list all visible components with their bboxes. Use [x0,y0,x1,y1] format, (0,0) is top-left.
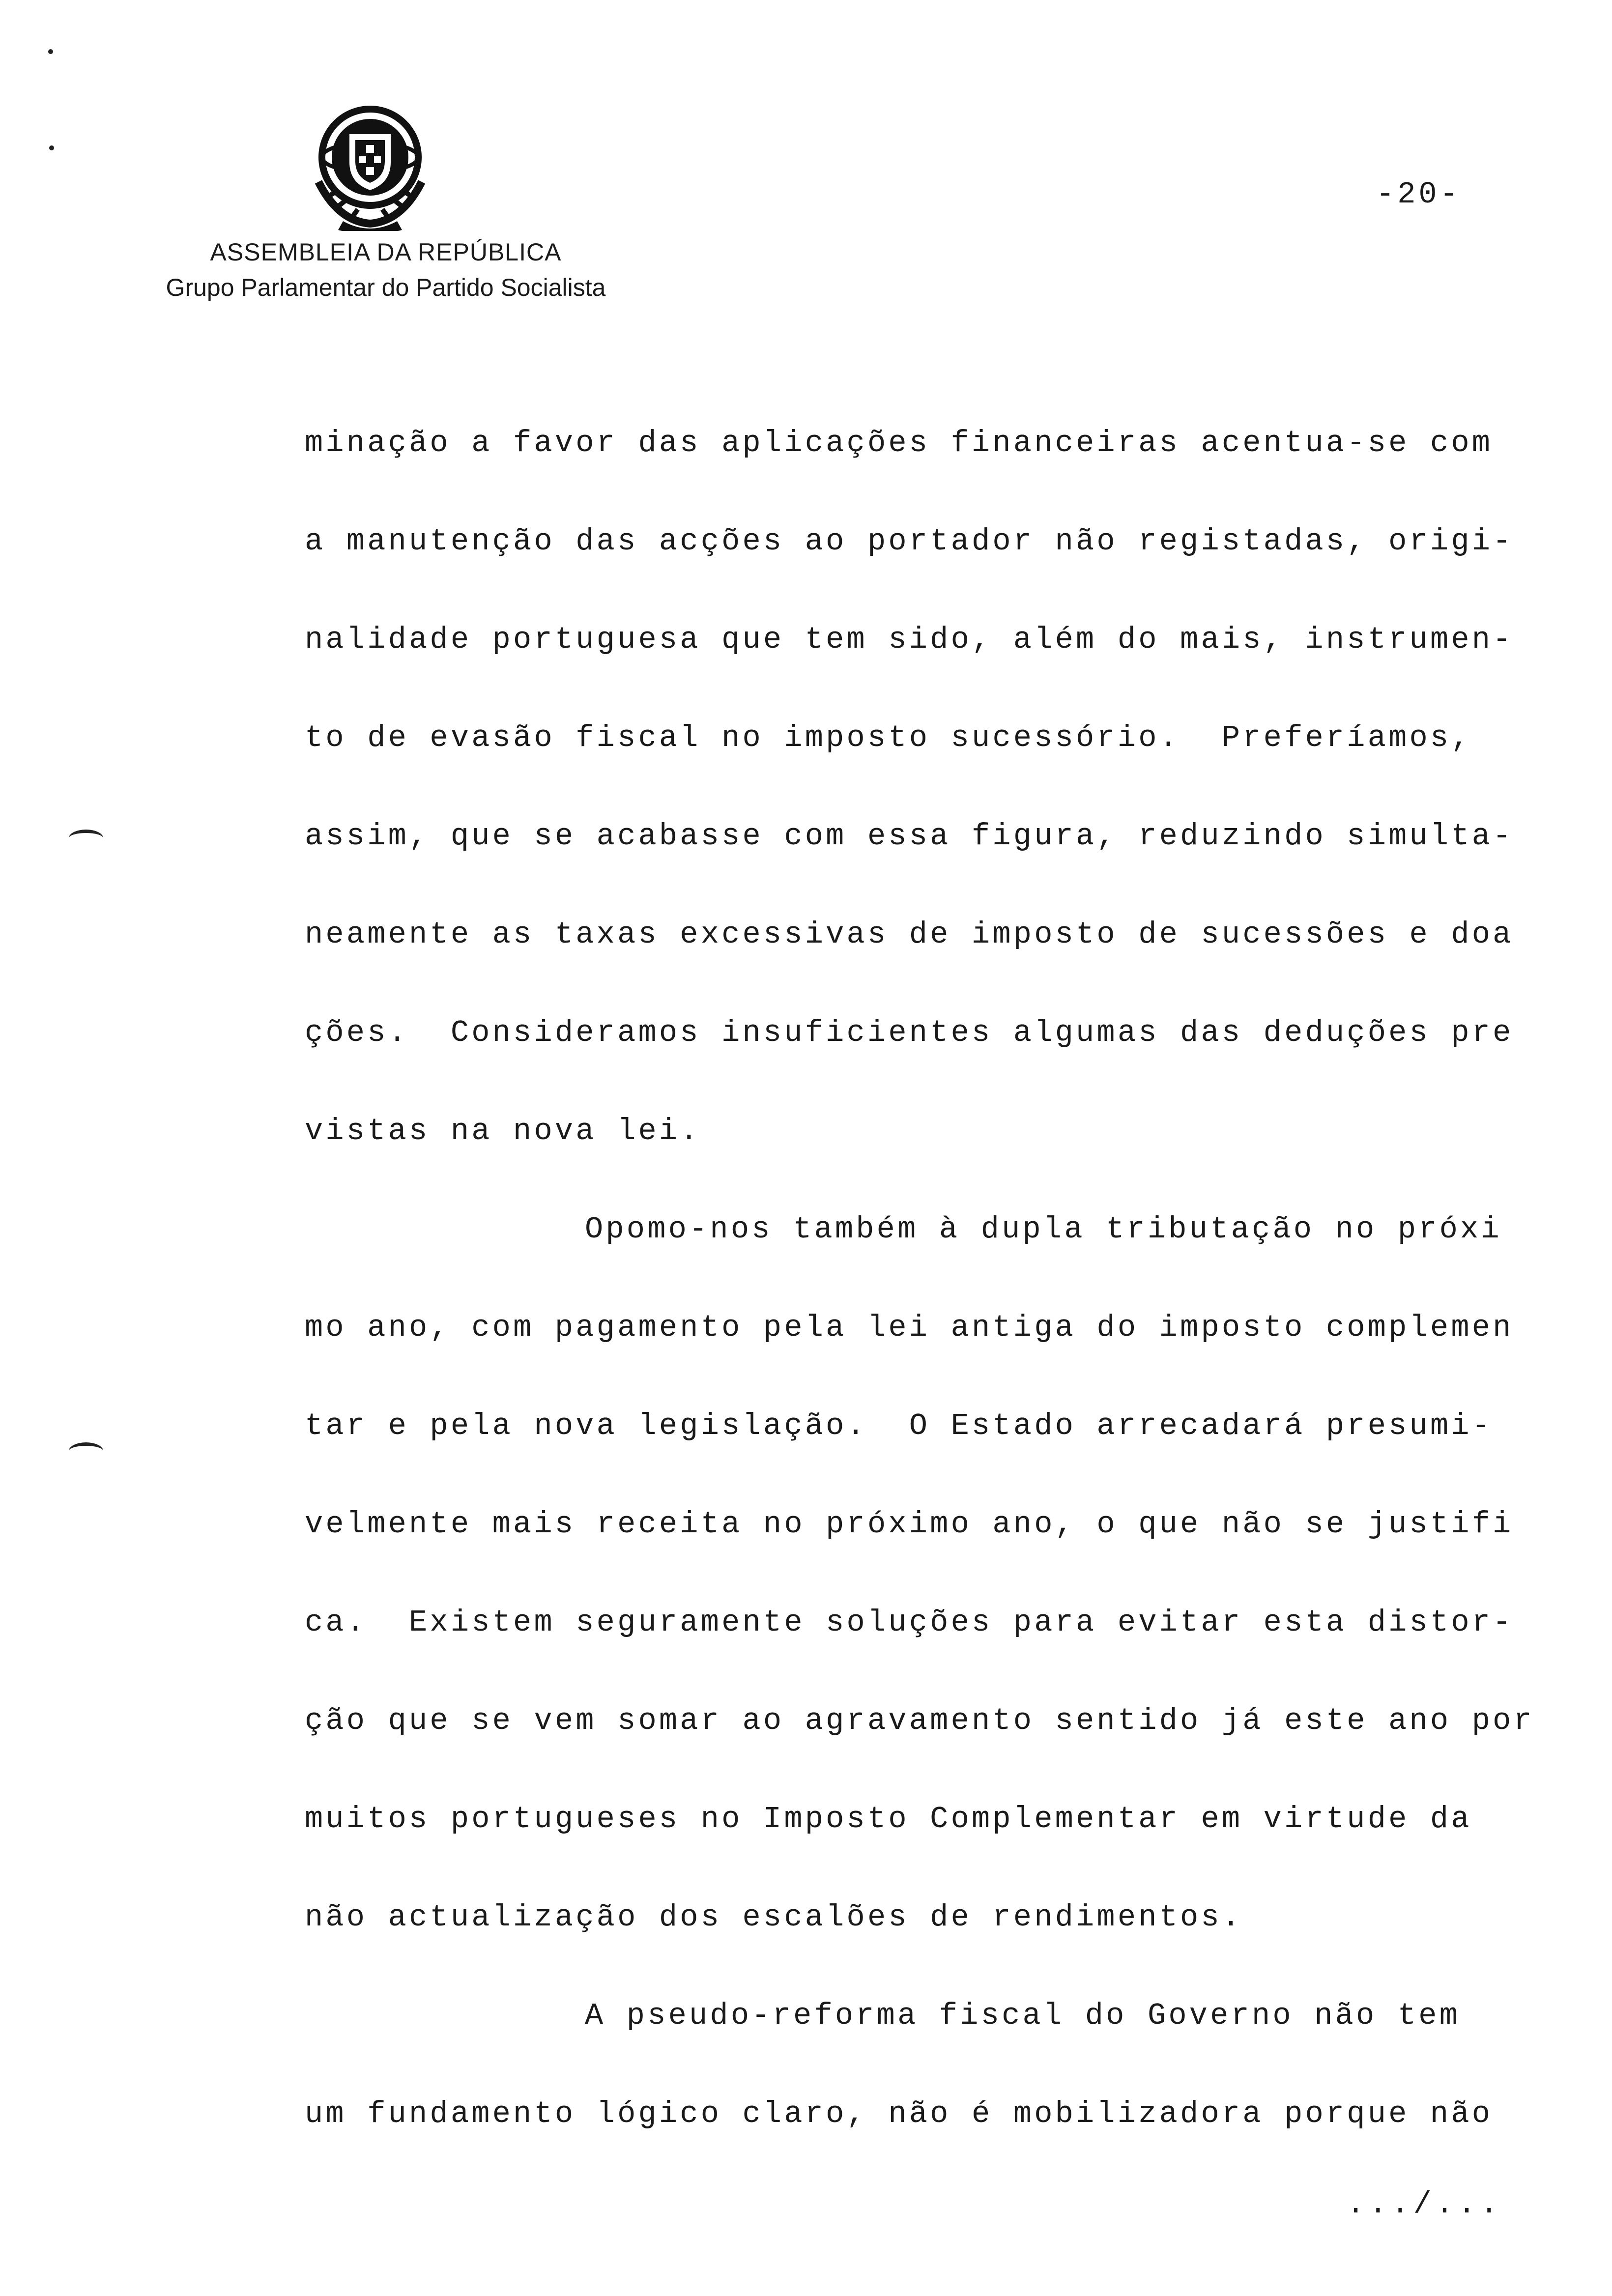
paragraph-start-line: Opomo-nos também à dupla tributação no próxi [585,1212,1502,1247]
text-line: um fundamento lógico claro, não é mobilizadora porque não [305,2096,1493,2131]
organization-name: ASSEMBLEIA DA REPÚBLICA [210,238,562,266]
paragraph-start-line: A pseudo-reforma fiscal do Governo não tem [585,1998,1461,2033]
text-line: a manutenção das acções ao portador não registadas, origi- [305,524,1514,559]
text-line: vistas na nova lei. [305,1114,701,1148]
text-line: minação a favor das aplicações financeiras acentua-se com [305,426,1493,460]
text-line: assim, que se acabasse com essa figura, reduzindo simulta- [305,819,1514,854]
text-line: nalidade portuguesa que tem sido, além do mais, instrumen- [305,622,1514,657]
text-line: to de evasão fiscal no imposto sucessório. Preferíamos, [305,720,1472,755]
hole-punch-mark [69,830,103,847]
margin-dot [48,49,53,54]
text-line: ção que se vem somar ao agravamento sentido já este ano por [305,1703,1534,1738]
text-line: mo ano, com pagamento pela lei antiga do imposto complemen [305,1310,1514,1345]
text-line: ca. Existem seguramente soluções para evitar esta distor- [305,1605,1514,1640]
parliamentary-group: Grupo Parlamentar do Partido Socialista [166,274,606,301]
text-line: velmente mais receita no próximo ano, o que não se justifi [305,1507,1514,1542]
text-line: muitos portugueses no Imposto Complementar em virtude da [305,1802,1472,1837]
text-line: ções. Consideramos insuficientes algumas das deduções pre [305,1015,1514,1050]
page-number: -20- [1376,177,1461,212]
text-line: tar e pela nova legislação. O Estado arrecadará presumi- [305,1408,1493,1443]
margin-dot [49,145,54,150]
text-line: neamente as taxas excessivas de imposto de sucessões e doa [305,917,1514,952]
continuation-mark: .../... [1347,2187,1502,2222]
hole-punch-mark [69,1442,103,1460]
coat-of-arms-icon [309,98,432,231]
text-line: não actualização dos escalões de rendimentos. [305,1900,1243,1935]
